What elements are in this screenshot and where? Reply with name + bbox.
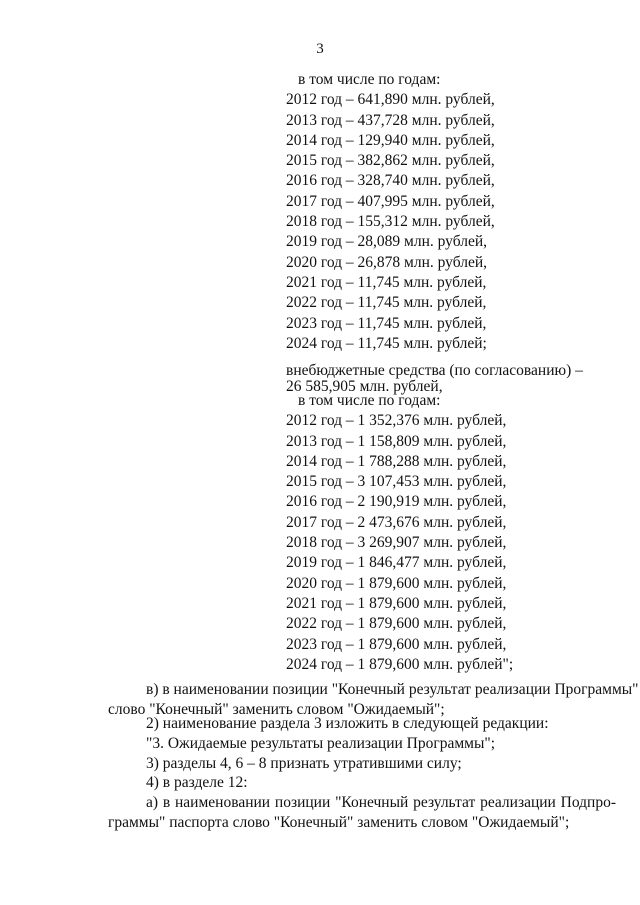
paragraph-2 (146, 714, 549, 734)
extrabudget-year-line: 2012 год – 1 352,376 млн. рублей, (286, 412, 507, 430)
extrabudget-year-line: 2016 год – 2 190,919 млн. рублей, (286, 493, 507, 511)
paragraph-3 (146, 754, 462, 774)
budget-year-line: 2013 год – 437,728 млн. рублей, (286, 111, 495, 129)
paragraph-4-text: 4) в разделе 12: (146, 774, 248, 791)
extrabudget-block (286, 363, 614, 394)
extrabudget-by-years (286, 391, 616, 675)
budget-year-line: 2014 год – 129,940 млн. рублей, (286, 131, 495, 149)
budget-years-list (286, 90, 616, 354)
extrabudget-line-2: 26 585,905 млн. рублей, (286, 377, 443, 395)
extrabudget-year-line: 2017 год – 2 473,676 млн. рублей, (286, 513, 507, 531)
budget-year-line: 2021 год – 11,745 млн. рублей, (286, 273, 487, 291)
budget-years-heading: в том числе по годам: (298, 71, 441, 88)
extrabudget-years-heading: в том числе по годам: (298, 392, 441, 409)
budget-year-line: 2024 год – 11,745 млн. рублей; (286, 334, 487, 352)
budget-year-line: 2015 год – 382,862 млн. рублей, (286, 152, 495, 170)
paragraph-a (108, 793, 616, 833)
extrabudget-year-line: 2013 год – 1 158,809 млн. рублей, (286, 432, 507, 450)
paragraph-section3-title-text: "3. Ожидаемые результаты реализации Программы"; (146, 735, 496, 752)
paragraph-v-line-1: в) в наименовании позиции "Конечный результат реализации Программы" (146, 681, 639, 698)
paragraph-a-line-1: а) в наименовании позиции "Конечный результат реализации Подпро- (146, 794, 616, 811)
page-number: 3 (316, 41, 324, 57)
extrabudget-year-line: 2015 год – 3 107,453 млн. рублей, (286, 473, 507, 491)
extrabudget-year-line: 2020 год – 1 879,600 млн. рублей, (286, 574, 507, 592)
paragraph-3-text: 3) разделы 4, 6 – 8 признать утратившими силу; (146, 755, 462, 772)
extrabudget-year-line: 2022 год – 1 879,600 млн. рублей, (286, 615, 507, 633)
extrabudget-year-line: 2021 год – 1 879,600 млн. рублей, (286, 594, 507, 612)
budget-year-line: 2022 год – 11,745 млн. рублей, (286, 294, 487, 312)
paragraph-section3-title (146, 734, 495, 754)
budget-year-line: 2017 год – 407,995 млн. рублей, (286, 192, 495, 210)
budget-by-years (286, 70, 616, 354)
paragraph-4 (146, 773, 248, 793)
extrabudget-year-line: 2014 год – 1 788,288 млн. рублей, (286, 452, 507, 470)
extrabudget-year-line: 2019 год – 1 846,477 млн. рублей, (286, 554, 507, 572)
budget-year-line: 2016 год – 328,740 млн. рублей, (286, 172, 495, 190)
extrabudget-year-line: 2023 год – 1 879,600 млн. рублей, (286, 635, 507, 653)
budget-year-line: 2012 год – 641,890 млн. рублей, (286, 91, 495, 109)
budget-year-line: 2018 год – 155,312 млн. рублей, (286, 213, 495, 231)
extrabudget-year-line: 2018 год – 3 269,907 млн. рублей, (286, 534, 507, 552)
budget-year-line: 2023 год – 11,745 млн. рублей, (286, 314, 487, 332)
budget-year-line: 2020 год – 26,878 млн. рублей, (286, 253, 488, 271)
paragraph-a-line-2: граммы" паспорта слово "Конечный" заменить словом "Ожидаемый"; (108, 814, 570, 831)
extrabudget-year-line: 2024 год – 1 879,600 млн. рублей"; (286, 655, 514, 673)
paragraph-2-text: 2) наименование раздела 3 изложить в следующей редакции: (146, 715, 549, 732)
budget-year-line: 2019 год – 28,089 млн. рублей, (286, 233, 488, 251)
extrabudget-years-list (286, 411, 616, 675)
extrabudget-line-1: внебюджетные средства (по согласованию) – (286, 362, 583, 379)
paragraph-v-line-2: слово "Конечный" заменить словом "Ожидаемый"; (108, 701, 445, 718)
